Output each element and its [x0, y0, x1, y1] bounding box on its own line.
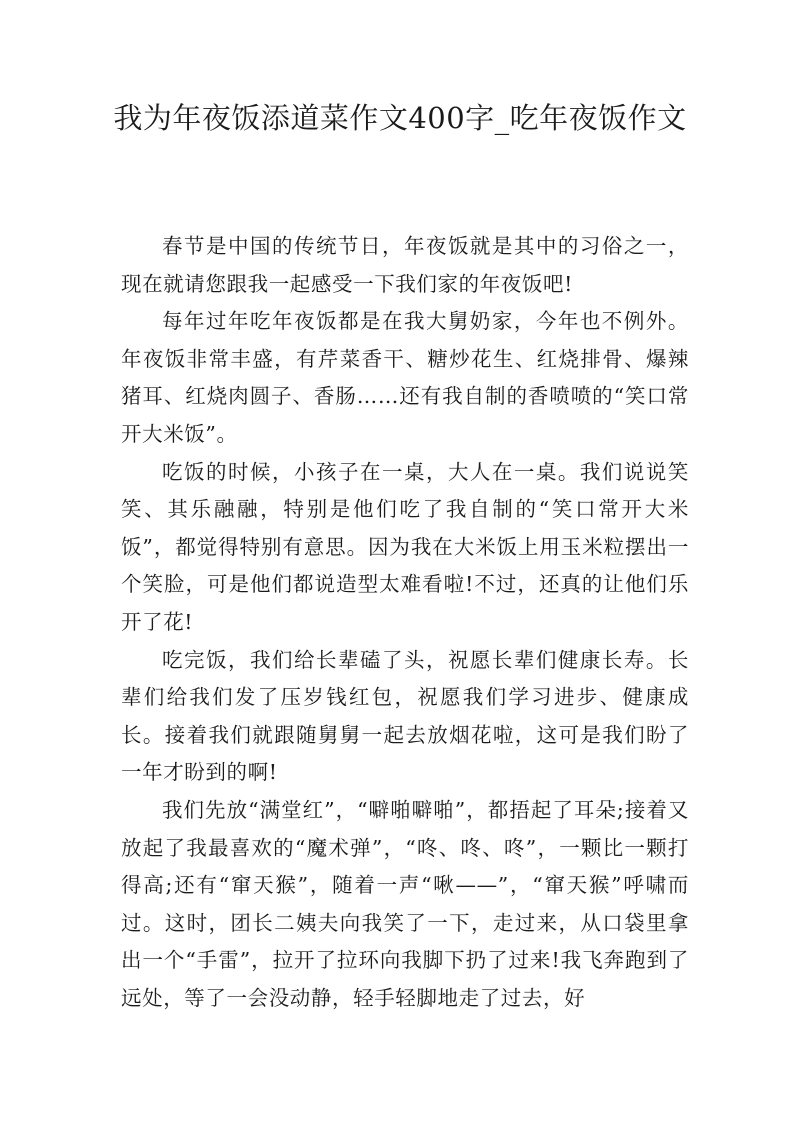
document-title: 我为年夜饭添道菜作文400字_吃年夜饭作文: [113, 101, 687, 135]
paragraph: 我们先放“满堂红”，“噼啪噼啪”，都捂起了耳朵;接着又放起了我最喜欢的“魔术弹”，“咚、咚、咚”，一颗比一颗打得高;还有“窜天猴”，随着一声“啾——”，“窜天猴”呼啸而过。这时，团长二姨夫向我笑了一下，走过来，从口袋里拿出一个“手雷”，拉开了拉环向我脚下扔了过来!我飞奔跑到了远处，等了一会没动静，轻手轻脚地走了过去，好: [121, 797, 689, 1010]
document-body: [121, 228, 689, 1017]
paragraph: 每年过年吃年夜饭都是在我大舅奶家，今年也不例外。年夜饭非常丰盛，有芹菜香干、糖炒花生、红烧排骨、爆辣猪耳、红烧肉圆子、香肠……还有我自制的香喷喷的“笑口常开大米饭”。: [121, 309, 689, 446]
paragraph: 春节是中国的传统节日，年夜饭就是其中的习俗之一，现在就请您跟我一起感受一下我们家的年夜饭吧!: [121, 234, 689, 296]
paragraph: 吃饭的时候，小孩子在一桌，大人在一桌。我们说说笑笑、其乐融融，特别是他们吃了我自制的“笑口常开大米饭”，都觉得特别有意思。因为我在大米饭上用玉米粒摆出一个笑脸，可是他们都说造型太难看啦!不过，还真的让他们乐开了花!: [121, 459, 689, 634]
paragraph: 吃完饭，我们给长辈磕了头，祝愿长辈们健康长寿。长辈们给我们发了压岁钱红包，祝愿我们学习进步、健康成长。接着我们就跟随舅舅一起去放烟花啦，这可是我们盼了一年才盼到的啊!: [121, 647, 689, 785]
